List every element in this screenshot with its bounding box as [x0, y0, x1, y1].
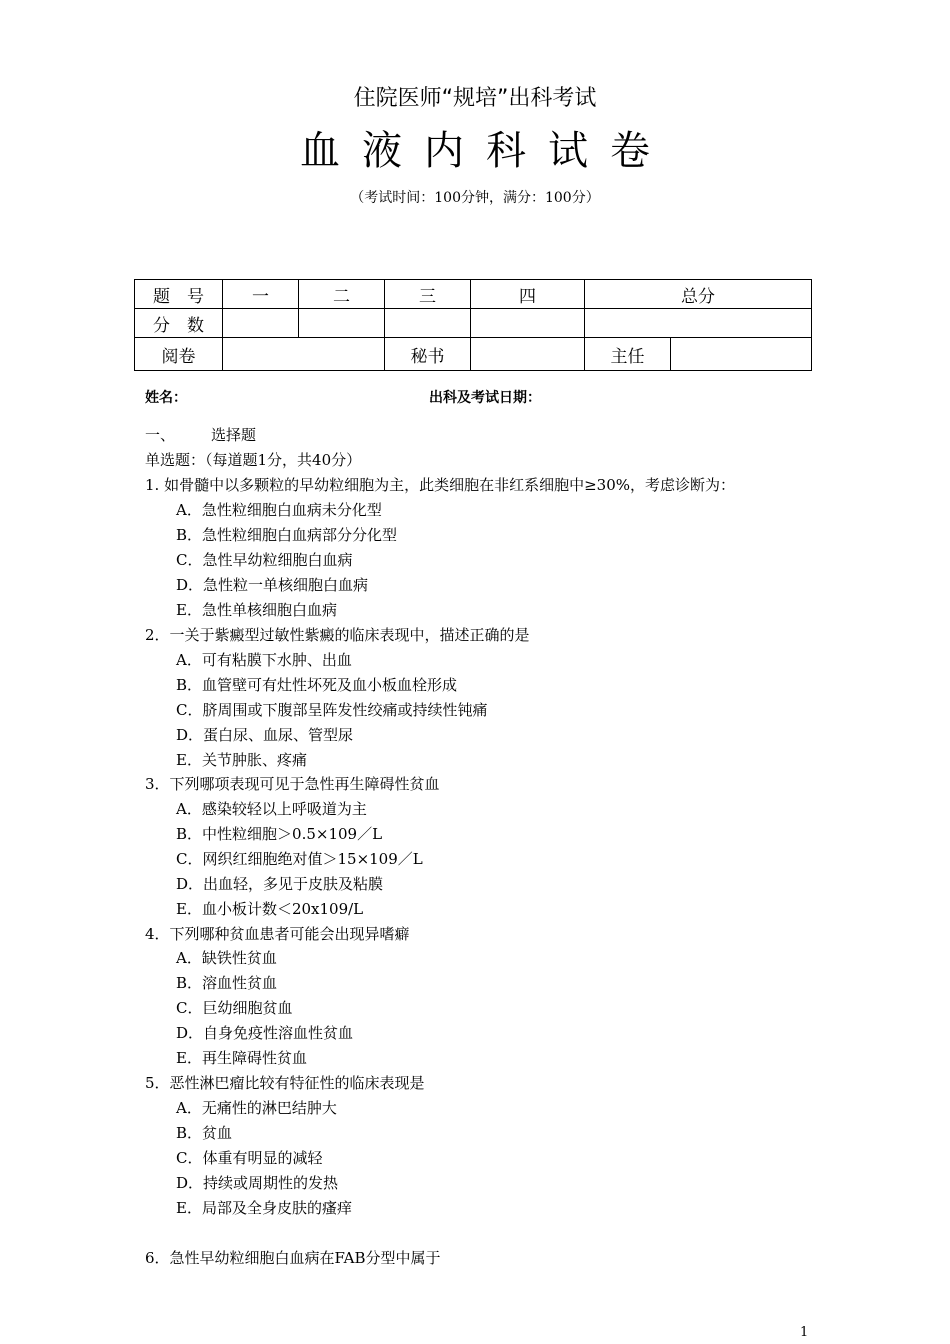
score-header-part-2: 二 [299, 280, 385, 309]
answer-option: D．出血轻，多见于皮肤及粘膜 [176, 875, 384, 893]
answer-option: D．急性粒一单核细胞白血病 [176, 576, 369, 594]
answer-option: B．贫血 [176, 1124, 233, 1142]
section-title: 选择题 [211, 426, 257, 444]
answer-option: C．巨幼细胞贫血 [176, 999, 293, 1017]
score-points-label: 分 数 [135, 309, 223, 338]
director-cell [671, 338, 812, 371]
score-header-total: 总分 [585, 280, 812, 309]
exam-subtitle: 住院医师“规培”出科考试 [353, 86, 597, 111]
score-table [134, 279, 812, 371]
question-stem: 5．恶性淋巴瘤比较有特征性的临床表现是 [145, 1074, 425, 1092]
score-header-part-3: 三 [385, 280, 471, 309]
question-stem: 2．一关于紫癜型过敏性紫癜的临床表现中，描述正确的是 [145, 626, 530, 644]
score-cell [223, 309, 299, 338]
exam-date-label: 出科及考试日期： [429, 390, 541, 406]
answer-option: A．可有粘膜下水肿、出血 [176, 651, 352, 669]
answer-option: E．血小板计数＜20x109/L [176, 900, 364, 918]
grader-cell [223, 338, 385, 371]
answer-option: C．体重有明显的减轻 [176, 1149, 323, 1167]
score-row-points [135, 309, 812, 338]
answer-option: D．蛋白尿、血尿、管型尿 [176, 726, 354, 744]
exam-title: 血液内科试卷 [300, 128, 672, 174]
score-header-part-1: 一 [223, 280, 299, 309]
answer-option: B．中性粒细胞＞0.5×109／L [176, 825, 383, 843]
score-row-question-number [135, 280, 812, 309]
question-stem: 6．急性早幼粒细胞白血病在FAB分型中属于 [145, 1249, 441, 1267]
question-stem: 1. 如骨髓中以多颗粒的早幼粒细胞为主，此类细胞在非红系细胞中≥30%，考虑诊断为： [145, 476, 735, 494]
secretary-cell [471, 338, 585, 371]
answer-option: B．血管壁可有灶性坏死及血小板血栓形成 [176, 676, 458, 694]
director-label: 主任 [585, 338, 671, 371]
answer-option: A．无痛性的淋巴结肿大 [176, 1099, 337, 1117]
answer-option: E．关节肿胀、疼痛 [176, 751, 307, 769]
answer-option: C．脐周围或下腹部呈阵发性绞痛或持续性钝痛 [176, 701, 488, 719]
section-number: 一、 [145, 426, 176, 444]
section-instruction: 单选题：（每道题1分，共40分） [145, 451, 362, 469]
secretary-label: 秘书 [385, 338, 471, 371]
answer-option: D．自身免疫性溶血性贫血 [176, 1024, 354, 1042]
score-header-label: 题 号 [135, 280, 223, 309]
question-stem: 3．下列哪项表现可见于急性再生障碍性贫血 [145, 775, 440, 793]
answer-option: D．持续或周期性的发热 [176, 1174, 339, 1192]
score-cell [299, 309, 385, 338]
answer-option: C．网织红细胞绝对值＞15×109／L [176, 850, 423, 868]
answer-option: E．局部及全身皮肤的瘙痒 [176, 1199, 352, 1217]
answer-option: B．急性粒细胞白血病部分分化型 [176, 526, 398, 544]
grader-label: 阅卷 [135, 338, 223, 371]
question-stem: 4．下列哪种贫血患者可能会出现异嗜癖 [145, 925, 410, 943]
exam-time-info: （考试时间：100分钟，满分：100分） [350, 190, 600, 206]
score-row-signatures [135, 338, 812, 371]
score-cell [471, 309, 585, 338]
answer-option: E．急性单核细胞白血病 [176, 601, 337, 619]
answer-option: B．溶血性贫血 [176, 974, 278, 992]
answer-option: A．感染较轻以上呼吸道为主 [176, 800, 367, 818]
name-label: 姓名： [145, 390, 187, 406]
answer-option: C．急性早幼粒细胞白血病 [176, 551, 353, 569]
score-cell [385, 309, 471, 338]
score-header-part-4: 四 [471, 280, 585, 309]
page-number: 1 [800, 1325, 809, 1340]
answer-option: A．急性粒细胞白血病未分化型 [176, 501, 382, 519]
answer-option: E．再生障碍性贫血 [176, 1049, 307, 1067]
answer-option: A．缺铁性贫血 [176, 949, 277, 967]
score-cell-total [585, 309, 812, 338]
